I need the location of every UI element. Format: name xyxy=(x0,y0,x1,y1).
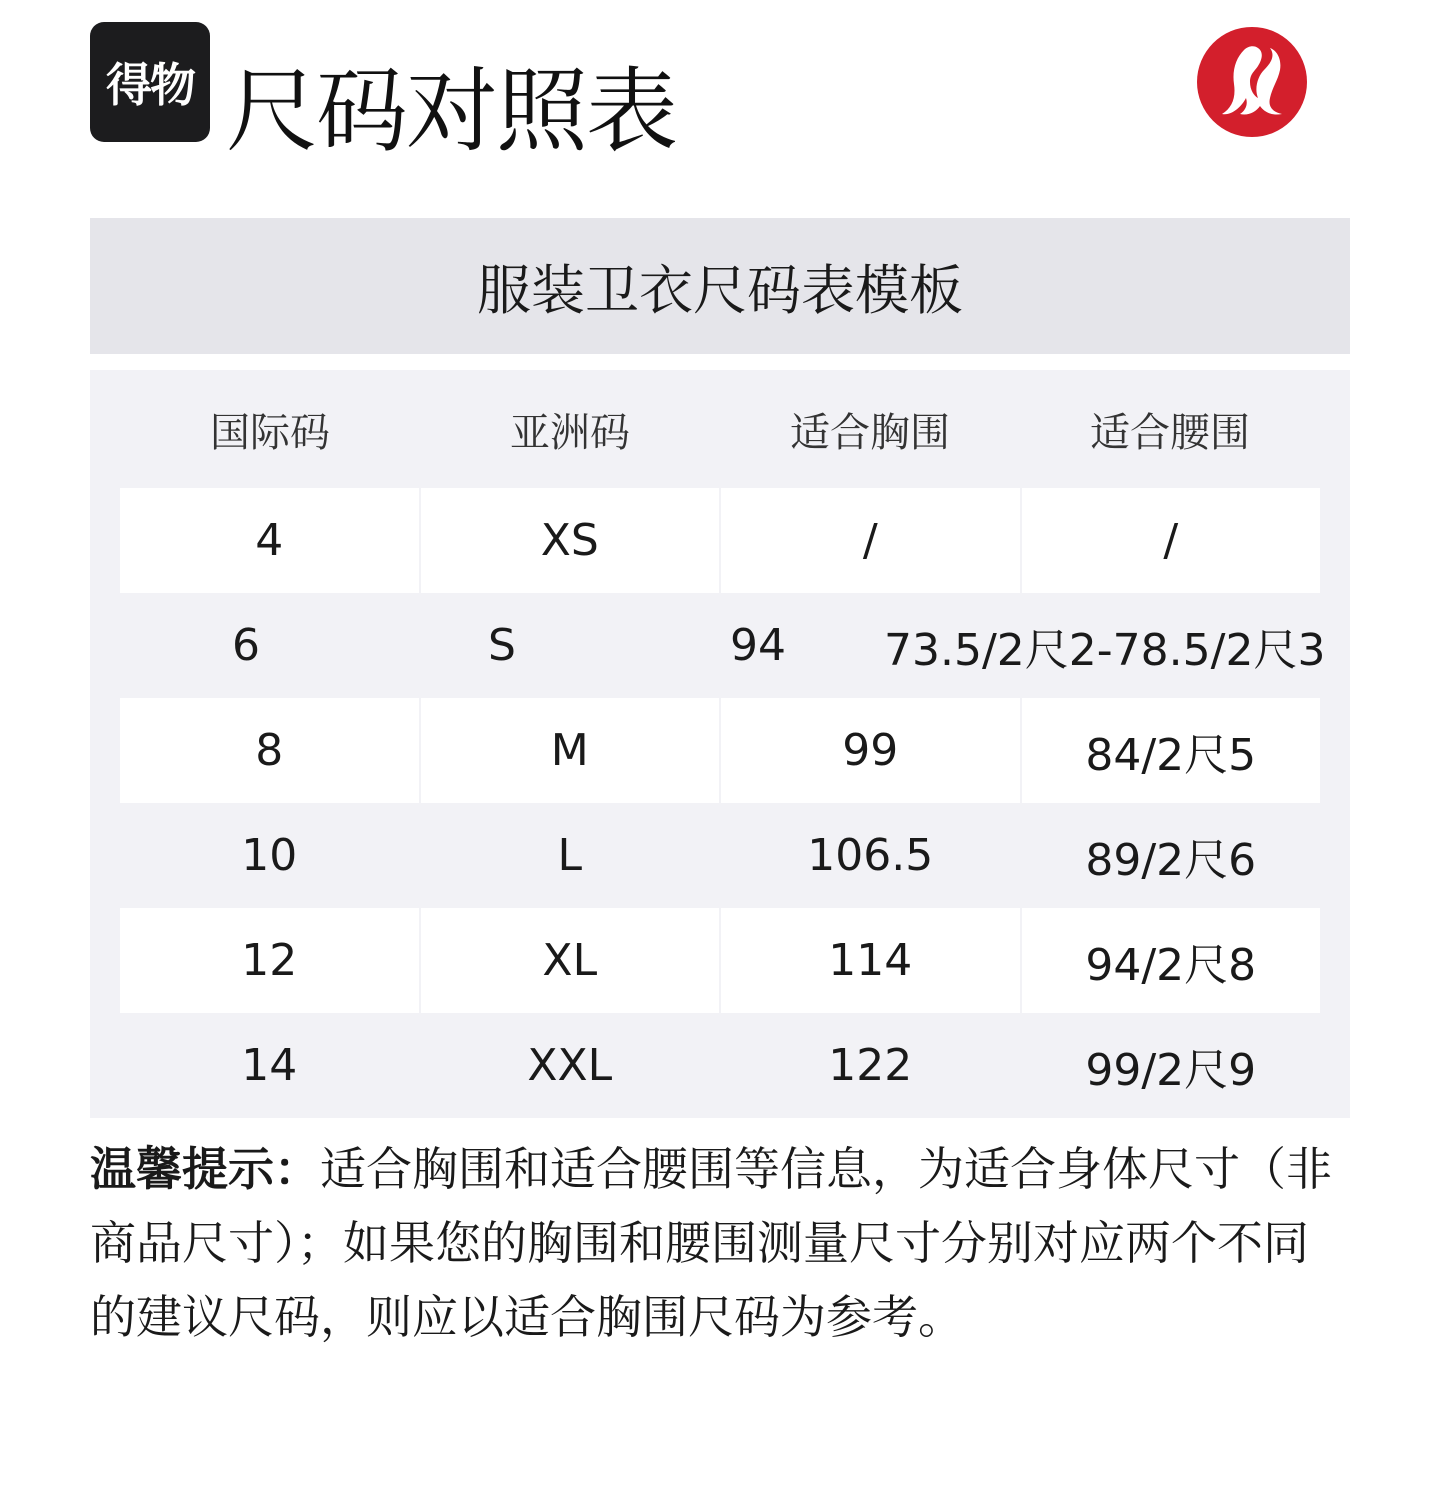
table-row xyxy=(120,593,1326,698)
cell-asia: XL xyxy=(421,908,720,1013)
notice-text: 适合胸围和适合腰围等信息，为适合身体尺寸（非商品尺寸）；如果您的胸围和腰围测量尺寸分别对应两个不同的建议尺码，则应以适合胸围尺码为参考。 xyxy=(90,1142,1332,1344)
table-header-row xyxy=(120,370,1320,488)
size-table xyxy=(90,370,1350,1118)
cell-asia: XS xyxy=(421,488,720,593)
cell-international: 12 xyxy=(120,908,419,1013)
column-header-international: 国际码 xyxy=(210,409,330,456)
page-title: 尺码对照表 xyxy=(226,58,677,165)
cell-international: 8 xyxy=(120,698,419,803)
table-row xyxy=(120,1013,1320,1118)
cell-international: 10 xyxy=(241,830,298,881)
cell-waist: 84/2尺5 xyxy=(1022,698,1321,803)
cell-asia: S xyxy=(488,620,516,671)
cell-waist: 94/2尺8 xyxy=(1022,908,1321,1013)
column-header-waist: 适合腰围 xyxy=(1090,409,1250,456)
cell-chest: 94 xyxy=(730,620,786,671)
cell-waist: 99/2尺9 xyxy=(1085,1044,1257,1096)
cell-international: 6 xyxy=(232,620,260,671)
table-row xyxy=(120,803,1320,908)
column-header-asia: 亚洲码 xyxy=(510,409,630,456)
cell-asia: L xyxy=(557,830,582,881)
table-title: 服装卫衣尺码表模板 xyxy=(90,218,1350,354)
cell-chest: 122 xyxy=(828,1040,913,1091)
cell-chest: 99 xyxy=(721,698,1020,803)
cell-chest: 114 xyxy=(721,908,1020,1013)
header xyxy=(90,22,1350,182)
table-row xyxy=(120,488,1320,593)
cell-international: 14 xyxy=(241,1040,298,1091)
cell-chest: / xyxy=(721,488,1020,593)
dewu-badge: 得物 xyxy=(90,22,210,142)
cell-waist: 73.5/2尺2-78.5/2尺3 xyxy=(884,624,1326,676)
cell-waist: 89/2尺6 xyxy=(1085,834,1257,886)
column-header-chest: 适合胸围 xyxy=(790,409,950,456)
cell-chest: 106.5 xyxy=(807,830,934,881)
lululemon-logo-icon xyxy=(1196,26,1308,138)
cell-waist: / xyxy=(1022,488,1321,593)
cell-asia: XXL xyxy=(527,1040,613,1091)
cell-asia: M xyxy=(421,698,720,803)
cell-international: 4 xyxy=(120,488,419,593)
table-row xyxy=(120,698,1320,803)
notice-label: 温馨提示： xyxy=(90,1142,320,1196)
table-row xyxy=(120,908,1320,1013)
notice xyxy=(90,1132,1350,1354)
